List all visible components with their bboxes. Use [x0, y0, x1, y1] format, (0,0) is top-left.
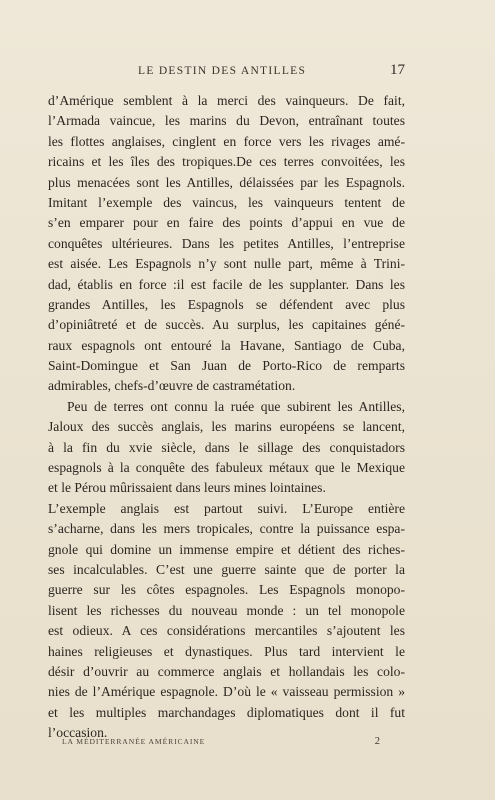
page-number: 17	[390, 62, 405, 78]
page-footer	[62, 737, 380, 751]
text-line: gnole qui domine un immense empire et détient des riches-	[48, 541, 405, 557]
text-line: d’Amérique semblent à la merci des vainqueurs. De fait,	[48, 93, 405, 108]
text-line: Saint-Domingue et San Juan de Porto-Rico de remparts	[48, 358, 405, 374]
footer-book-title: LA MÉDITERRANÉE AMÉRICAINE	[62, 737, 206, 746]
text-line: s’en emparer pour en faire des points d’appui en vue de	[48, 215, 405, 231]
text-line: conquêtes ultérieures. Dans les petites Antilles, l’entreprise	[48, 235, 405, 251]
text-line: Peu de terres ont connu la ruée que subirent les Antilles,	[67, 398, 405, 414]
text-line: l’occasion.	[48, 725, 108, 741]
text-line: s’acharne, dans les mers tropicales, contre la puissance espa-	[48, 521, 405, 537]
running-head	[60, 63, 405, 83]
text-line: Imitant l’exemple des vaincus, les vainqueurs tentent de	[48, 194, 405, 210]
text-line: dad, établis en force :il est facile de les supplanter. Dans les	[48, 276, 405, 292]
text-line: et les multiples marchandages diplomatiques dont il fut	[48, 704, 405, 720]
text-line: les flottes anglaises, cinglent en force vers les rivages amé-	[48, 133, 405, 149]
text-line: ricains et les îles des tropiques.De ces terres convoitées, les	[48, 154, 405, 170]
text-line: nies de l’Amérique espagnole. D’où le « vaisseau permission »	[48, 684, 405, 700]
text-line: grandes Antilles, les Espagnols se défendent avec plus	[48, 296, 405, 312]
paragraph-1	[48, 91, 405, 397]
text-line: haines religieuses et dynastiques. Plus tard intervient le	[48, 643, 405, 659]
body-text	[48, 91, 405, 744]
text-line: raux espagnols ont entouré la Havane, Santiago de Cuba,	[48, 337, 405, 353]
text-line: est aisée. Les Espagnols n’y sont nulle part, même à Trini-	[48, 256, 405, 272]
text-line: admirables, chefs-d’œuvre de castramétation.	[48, 378, 296, 394]
signature-mark: 2	[374, 736, 380, 747]
text-line: à la fin du xvie siècle, dans le sillage des conquistadors	[48, 439, 405, 455]
text-line: est odieux. A ces considérations mercantiles s’ajoutent les	[48, 623, 405, 639]
text-line: plus menacées sont les Antilles, délaissées par les Espagnols.	[48, 174, 405, 190]
text-line: guerre sur les côtes espagnoles. Les Espagnols monopo-	[48, 582, 405, 598]
text-line: l’Armada vaincue, les marins du Devon, entraînant toutes	[48, 113, 405, 129]
text-line: d’opiniâtreté et de succès. Au surplus, les capitaines géné-	[48, 317, 405, 333]
text-line: Jaloux des succès anglais, les marins européens se lancent,	[48, 419, 405, 435]
text-line: et le Pérou mûrissaient dans leurs mines lointaines.	[48, 480, 326, 496]
text-line: espagnols à la conquête des fabuleux métaux que le Mexique	[48, 460, 405, 476]
text-line: L’exemple anglais est partout suivi. L’Europe entière	[48, 500, 405, 516]
text-line: ses incalculables. C’est une guerre sainte que de porter la	[48, 561, 405, 577]
text-line: désir d’ouvrir au commerce anglais et hollandais les colo-	[48, 663, 405, 679]
text-line: lisent les richesses du nouveau monde : un tel monopole	[48, 602, 405, 618]
running-title: LE DESTIN DES ANTILLES	[138, 65, 307, 77]
paragraph-2	[48, 397, 405, 744]
